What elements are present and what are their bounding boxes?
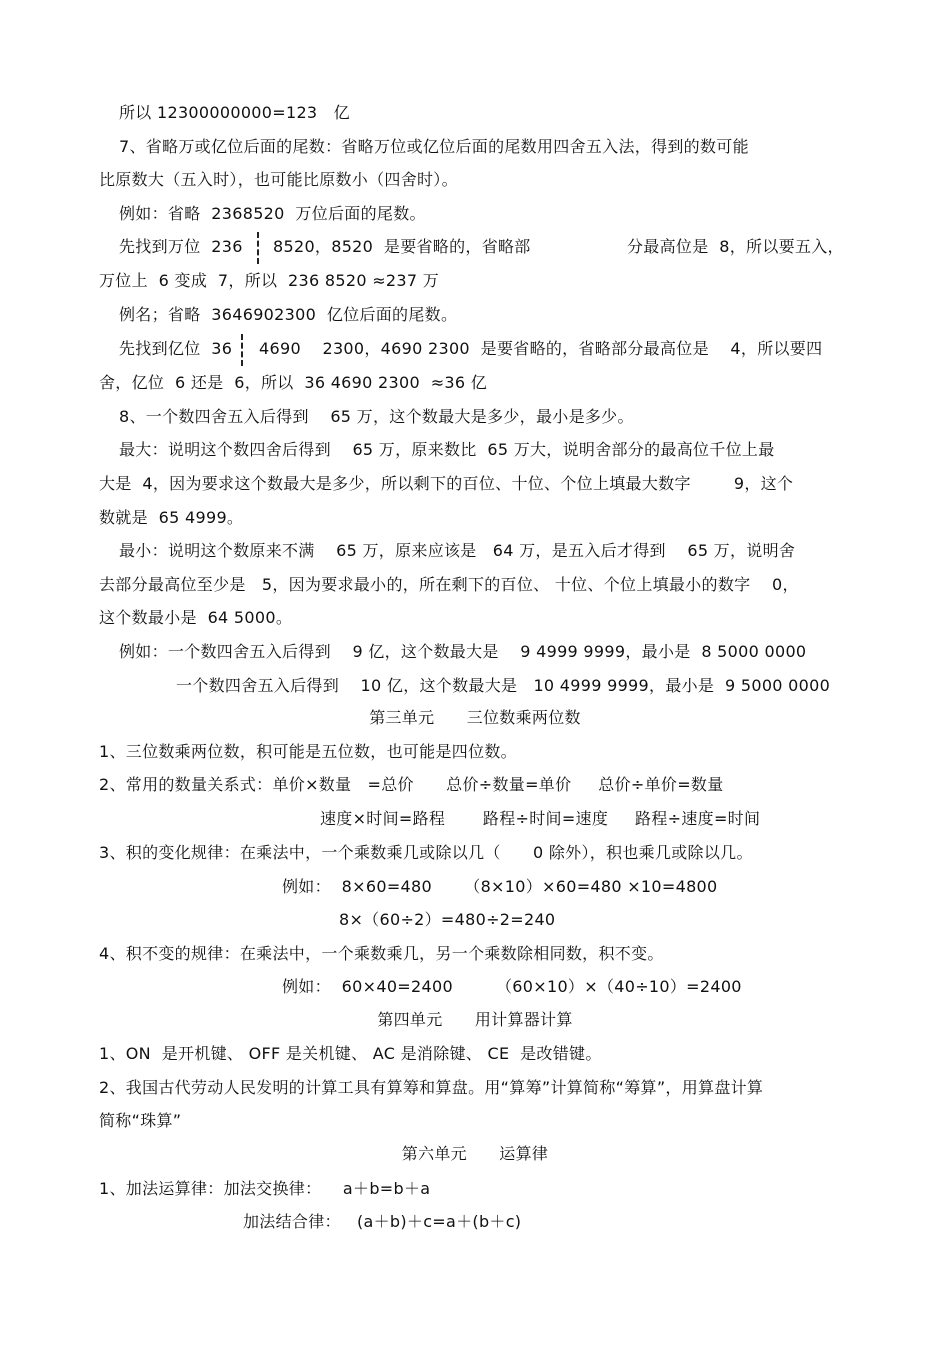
text-line: 最小：说明这个数原来不满 65 万，原来应该是 64 万，是五入后才得到 65 万，说明舍 [119,541,796,560]
section-heading: 第三单元 三位数乘两位数 [369,708,581,727]
text-line: 例如：一个数四舍五入后得到 9 亿，这个数最大是 9 4999 9999，最小是 8 5000 0000 [119,642,807,661]
text-line: 7、省略万或亿位后面的尾数：省略万位或亿位后面的尾数用四舍五入法，得到的数可能 [119,137,749,156]
text-line: 万位上 6 变成 7，所以 236 8520 ≈237 万 [99,271,440,290]
text-line: 例名；省略 3646902300 亿位后面的尾数。 [119,305,458,324]
text-line: 这个数最小是 64 5000。 [99,608,293,627]
text-line: 数就是 65 4999。 [99,508,244,527]
text-line: 8520，8520 是要省略的，省略部 [273,237,531,256]
text-line: 分最高位是 8，所以要五入， [627,237,844,256]
digit-divider [241,334,243,366]
text-line: 8×（60÷2）=480÷2=240 [339,910,556,929]
text-line: 1、加法运算律：加法交换律： a＋b=b＋a [99,1179,431,1198]
text-line: 速度×时间=路程 路程÷时间=速度 路程÷速度=时间 [320,809,761,828]
text-line: 例如： 8×60=480 （8×10）×60=480 ×10=4800 [282,877,718,896]
text-line: 1、ON 是开机键、 OFF 是关机键、 AC 是消除键、 CE 是改错键。 [99,1044,602,1063]
text-line: 3、积的变化规律：在乘法中，一个乘数乘几或除以几（ 0 除外），积也乘几或除以几。 [99,843,753,862]
section-heading: 第四单元 用计算器计算 [377,1010,573,1029]
text-line: 4、积不变的规律：在乘法中，一个乘数乘几，另一个乘数除相同数，积不变。 [99,944,664,963]
text-line: 1、三位数乘两位数，积可能是五位数，也可能是四位数。 [99,742,517,761]
text-line: 简称“珠算” [99,1111,182,1130]
digit-divider [257,232,259,264]
text-line: 先找到万位 236 [119,237,243,256]
section-heading: 第六单元 运算律 [401,1144,549,1163]
text-line: 所以 12300000000=123 亿 [119,103,350,122]
text-line: 一个数四舍五入后得到 10 亿，这个数最大是 10 4999 9999，最小是 9 5000 0000 [176,676,831,695]
text-line: 大是 4，因为要求这个数最大是多少，所以剩下的百位、十位、个位上填最大数字 9，这个 [99,474,794,493]
text-line: 2、常用的数量关系式：单价×数量 =总价 总价÷数量=单价 总价÷单价=数量 [99,775,724,794]
text-line: 比原数大（五入时），也可能比原数小（四舍时）。 [99,170,458,189]
text-line: 最大：说明这个数四舍后得到 65 万，原来数比 65 万大，说明舍部分的最高位千位上最 [119,440,775,459]
text-line: 4690 2300，4690 2300 是要省略的，省略部分最高位是 4，所以要四 [259,339,823,358]
text-line: 先找到亿位 36 [119,339,233,358]
text-line: 加法结合律： (a＋b)＋c=a＋(b＋c) [243,1212,522,1231]
text-line: 例如：省略 2368520 万位后面的尾数。 [119,204,426,223]
text-line: 舍，亿位 6 还是 6，所以 36 4690 2300 ≈36 亿 [99,373,488,392]
text-line: 8、一个数四舍五入后得到 65 万，这个数最大是多少，最小是多少。 [119,407,634,426]
text-line: 例如： 60×40=2400 （60×10）×（40÷10）=2400 [282,977,742,996]
text-line: 2、我国古代劳动人民发明的计算工具有算筹和算盘。用“算筹”计算简称“筹算”，用算盘计算 [99,1078,764,1097]
text-line: 去部分最高位至少是 5，因为要求最小的，所在剩下的百位、 十位、个位上填最小的数字 0， [99,575,799,594]
